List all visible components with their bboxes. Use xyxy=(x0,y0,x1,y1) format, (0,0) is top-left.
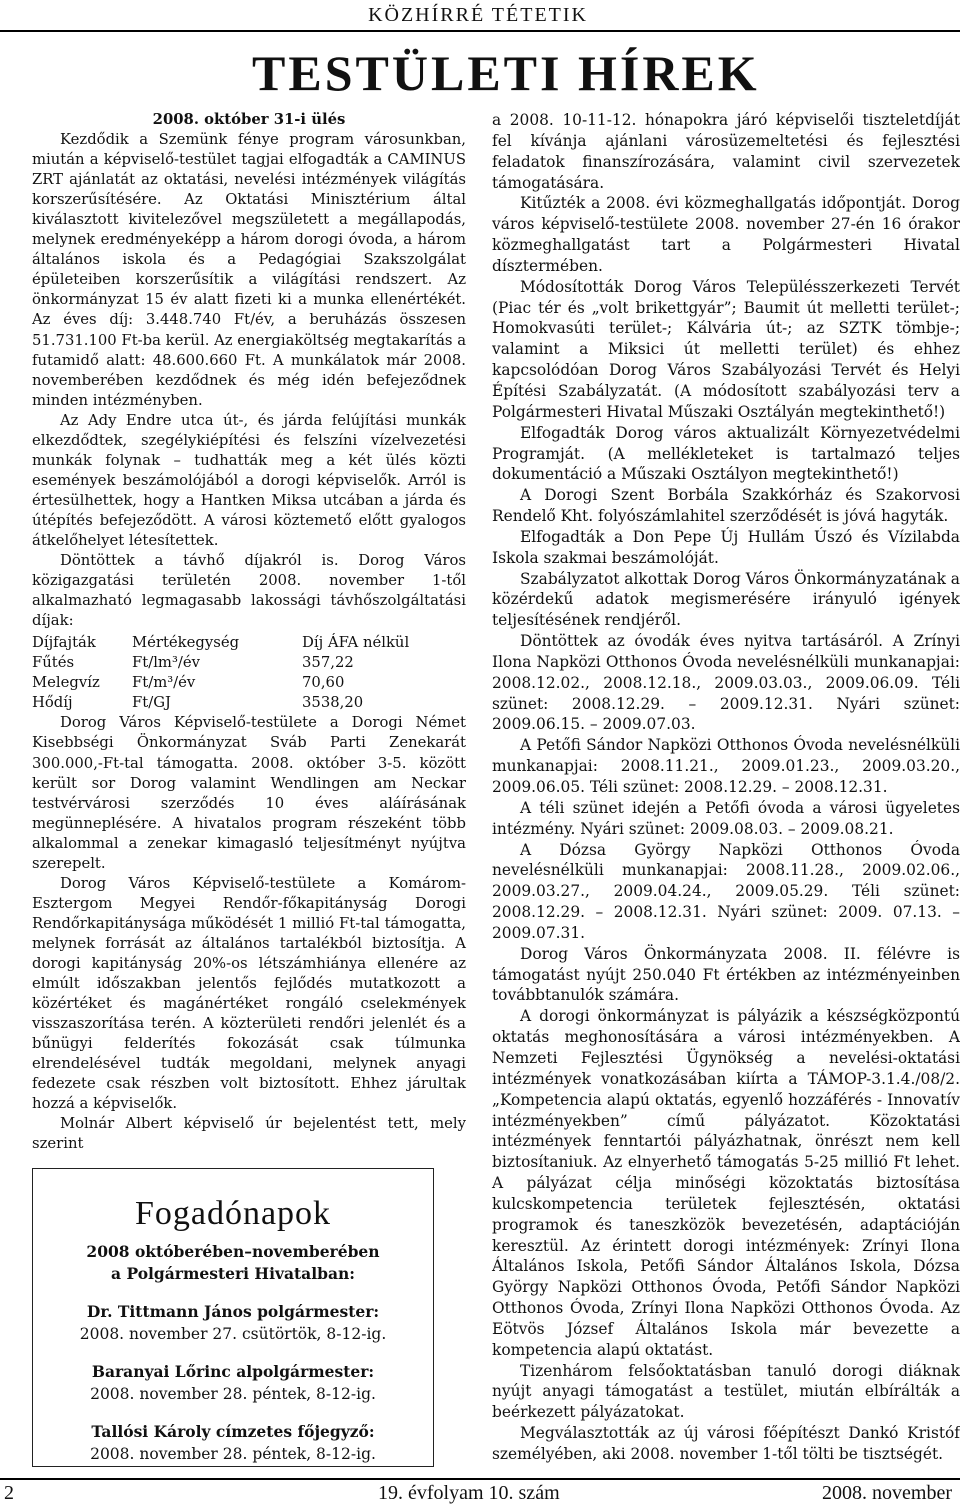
article-paragraph: A dorogi önkormányzat is pályázik a készségközpontú oktatás meghonosítására a városi intézményekben. A Nemzeti Fejlesztési Ügynökség a nevelési-oktatási intézmények vonatkozásában kiírta a TÁMOP-3.1.4./08/2. „Kompetencia alapú oktatás, egyenlő hozzáférés - Innovatív intézményekben” című pályázatot. Közoktatási intézmények fenntartói pályázhatnak, önrészt nem kell biztosítaniuk. Az elnyerhető támogatás 5-25 millió Ft lehet. A pályázat célja minőségi közoktatás biztosítása kulcskompetencia területek fejlesztésén, oktatási programok és taneszközök bevezetésén, adaptációján keresztül. Az érintett dorogi intézmények: Zrínyi Ilona Általános Iskola, Petőfi Sándor Általános Iskola, Dózsa György Napközi Otthonos Óvoda, Petőfi Sándor Napközi Otthonos Óvoda, Zrínyi Ilona Napközi Otthonos Óvoda. Az Eötvös József Általános Iskola már bevezette a kompetencia alapú oktatást. xyxy=(492,1007,960,1359)
article-paragraph: Elfogadták Dorog város aktualizált Környezetvédelmi Programját. (A mellékleteket is tartalmazó teljes dokumentáció a Műszaki Osztályon megtekinthető!) xyxy=(492,423,960,484)
table-header: Díjfajták xyxy=(32,634,96,652)
meeting-date-heading: 2008. október 31-i ülés xyxy=(152,111,346,128)
table-cell: 3538,20 xyxy=(302,694,364,712)
bottom-rule xyxy=(0,1478,960,1480)
office-hours-period: 2008 októberében–novemberében xyxy=(86,1242,380,1261)
table-header-row xyxy=(32,633,466,653)
article-paragraph: a 2008. 10-11-12. hónapokra járó képviselői tiszteletdíját fel kívánja ajánlani városüzemeltetési és fejlesztési feladatok finanszírozására, valamint civil szervezetek támogatására. xyxy=(492,111,960,192)
table-row xyxy=(32,653,466,673)
table-cell: Ft/GJ xyxy=(132,694,171,712)
article-paragraph: Szabályzatot alkottak Dorog Város Önkormányzatának a közérdekű adatok megismerésére irányuló igények teljesítésének rendjéről. xyxy=(492,569,960,630)
article-paragraph: Kitűzték a 2008. évi közmeghallgatás időpontját. Dorog város képviselő-testülete 2008. november 27-én 16 órakor közmeghallgatást tart a Polgármesteri Hivatal dísztermében. xyxy=(492,194,960,275)
article-paragraph: Megválasztották az új városi főépítészt Dankó Kristóf személyében, aki 2008. november 1-től tölti be tisztségét. xyxy=(492,1424,960,1463)
table-cell: Ft/m³/év xyxy=(132,674,196,692)
table-row xyxy=(32,693,466,713)
issue-label: 19. évfolyam 10. szám xyxy=(378,1482,560,1504)
table-cell: Fűtés xyxy=(32,654,75,672)
official-name: Dr. Tittmann János polgármester: xyxy=(86,1302,380,1321)
article-paragraph: Dorog Város Önkormányzata 2008. II. félévre is támogatást nyújt 250.040 Ft értékben az intézményeinben továbbtanulók számára. xyxy=(492,944,960,1005)
section-label: KÖZHÍRRÉ TÉTETIK xyxy=(368,4,588,26)
left-column xyxy=(32,110,466,1154)
page-title: TESTÜLETI HÍREK xyxy=(252,45,760,101)
official-name: Baranyai Lőrinc alpolgármester: xyxy=(91,1362,375,1381)
page-number: 2 xyxy=(4,1482,14,1504)
official-time: 2008. november 28. péntek, 8-12-ig. xyxy=(90,1385,376,1403)
table-cell: Hődíj xyxy=(32,694,73,712)
article-paragraph: Tizenhárom felsőoktatásban tanuló dorogi diáknak nyújt anyagi támogatást a testület, miután elbírálták a beérkezett pályázatokat. xyxy=(492,1361,960,1422)
article-paragraph: Az Ady Endre utca út-, és járda felújítási munkák elkezdődtek, szegélykiépítési és felszíni vízelvezetési munkák folynak – tudhatták meg a két ülés közti események beszámolójából a dorogi képviselők. Arról is értesülhettek, hogy a Hantken Miksa utcában a járda és útépítés befejeződött. A városi köztemető előtt gyalogos átkelőhelyet létesítettek. xyxy=(32,411,466,549)
office-hours-box xyxy=(32,1168,434,1467)
official-time: 2008. november 27. csütörtök, 8-12-ig. xyxy=(79,1325,387,1343)
article-paragraph: Dorog Város Képviselő-testülete a Dorogi Német Kisebbségi Önkormányzat Sváb Parti Zenekarát 300.000,-Ft-tal támogatta. 2008. október 3-5. között került sor Dorog valamint Wendlingen am Neckar testvérvárosi szerződés 10 éves aláírásának megünneplésére. A hivatalos program részeként több alkalommal a zenekar kimagasló teljesítményt nyújtva szerepelt. xyxy=(32,714,466,872)
office-hours-title: Fogadónapok xyxy=(134,1195,332,1232)
top-rule xyxy=(0,30,960,32)
article-paragraph: A Dózsa György Napközi Otthonos Óvoda nevelésnélküli munkanapjai: 2008.11.28., 2009.02.06., 2009.03.27., 2009.04.24., 2009.05.29. Téli szünet: 2008.12.29. – 2008.12.31. Nyári szünet: 2009. 07.13. – 2009.07.31. xyxy=(492,840,960,942)
article-paragraph: A Petőfi Sándor Napközi Otthonos Óvoda nevelésnélküli munkanapjai: 2008.11.21., 2009.01.23., 2009.03.20., 2009.06.05. Téli szünet: 2008.12.29. – 2008.12.31. xyxy=(492,736,960,796)
article-paragraph: Dorog Város Képviselő-testülete a Komárom-Esztergom Megyei Rendőr-főkapitányság Dorogi Rendőrkapitánysága működését 1 millió Ft-tal támogatta, melynek forrását az általános tartalékból biztosítja. A dorogi kapitányság 20%-os létszámhiánya ellenére az elmúlt időszakban jelentős fejlődés mutatkozott a közértéket és magánértéket rongáló cselekmények visszaszorítása terén. A közterületi rendőri jelenlét és a bűnügyi felderítés fokozását csak túlmunka elrendelésével tudták megoldani, melynek anyagi fedezete csak részben volt biztosított. Ehhez járultak hozzá a képviselők. xyxy=(32,874,466,1113)
article-paragraph: Molnár Albert képviselő úr bejelentést tett, mely szerint xyxy=(32,1115,466,1153)
official-time: 2008. november 28. péntek, 8-12-ig. xyxy=(90,1445,376,1463)
article-paragraph: Módosították Dorog Város Településszerkezeti Tervét (Piac tér és „volt brikettgyár”; Baumit út melletti terület-; Homokvasúti terület-; Kálvária út-; az SZTK tömbje-; valamint a Miksici út melletti terület) és ehhez kapcsolódóan Dorog Város Szabályozási Tervét és Helyi Építési Szabályzatát. (A módosított szabályozási terv a Polgármesteri Hivatal Műszaki Osztályán megtekinthető!) xyxy=(492,277,960,421)
official-name: Tallósi Károly címzetes főjegyző: xyxy=(91,1422,375,1441)
table-row xyxy=(32,673,466,693)
article-paragraph: Elfogadták a Don Pepe Új Hullám Úszó és Vízilabda Iskola szakmai beszámolóját. xyxy=(492,527,960,567)
article-paragraph: Döntöttek a távhő díjakról is. Dorog Város közigazgatási területén 2008. november 1-től alkalmazható legmagasabb lakossági távhőszolgáltatási díjak: xyxy=(32,552,466,630)
article-paragraph: A Dorogi Szent Borbála Szakkórház és Szakorvosi Rendelő Kht. folyószámlahitel szerződését is jóvá hagyták. xyxy=(492,486,960,526)
right-column xyxy=(492,110,960,1465)
table-cell: 70,60 xyxy=(302,674,345,692)
article-paragraph: Döntöttek az óvodák éves nyitva tartásáról. A Zrínyi Ilona Napközi Otthonos Óvoda nevelésnélküli munkanapjai: 2008.12.02., 2008.12.18., 2009.03.03., 2009.06.09. Téli szünet: 2008.12.29. – 2009.12.31. Nyári szünet: 2009.06.15. – 2009.07.03. xyxy=(492,632,960,734)
table-cell: Ft/lm³/év xyxy=(132,654,200,672)
office-hours-location: a Polgármesteri Hivatalban: xyxy=(111,1264,355,1283)
heating-fee-table xyxy=(32,633,466,713)
table-header: Díj ÁFA nélkül xyxy=(302,634,410,652)
table-cell: Melegvíz xyxy=(32,674,100,692)
issue-date: 2008. november xyxy=(822,1482,952,1504)
article-paragraph: A téli szünet idején a Petőfi óvoda a városi ügyeletes intézmény. Nyári szünet: 2009.08.03. – 2009.08.21. xyxy=(492,798,960,838)
table-header: Mértékegység xyxy=(132,634,240,652)
table-cell: 357,22 xyxy=(302,654,354,672)
article-paragraph: Kezdődik a Szemünk fénye program városunkban, miután a képviselő-testület tagjai elfogadták a CAMINUS ZRT ajánlatát az oktatási, nevelési intézmények világítás korszerűsítésére. Az Oktatási Minisztérium által kiválasztott kivitelezővel megszületett a megállapodás, melynek eredményeképp a három dorogi óvoda, a három általános iskola és a Pedagógiai Szakszolgálat épületeiben korszerűsítik a világítási rendszert. Az önkormányzat 15 év alatt fizeti ki a munka ellenértékét. Az éves díj: 3.448.740 Ft/év, a beruházás összesen 51.731.100 Ft-ba kerül. Az energiaköltség megtakarítás a futamidő alatt: 48.600.660 Ft. A munkálatok már 2008. novemberében kezdődnek és még idén befejeződnek minden intézményben. xyxy=(32,131,467,409)
